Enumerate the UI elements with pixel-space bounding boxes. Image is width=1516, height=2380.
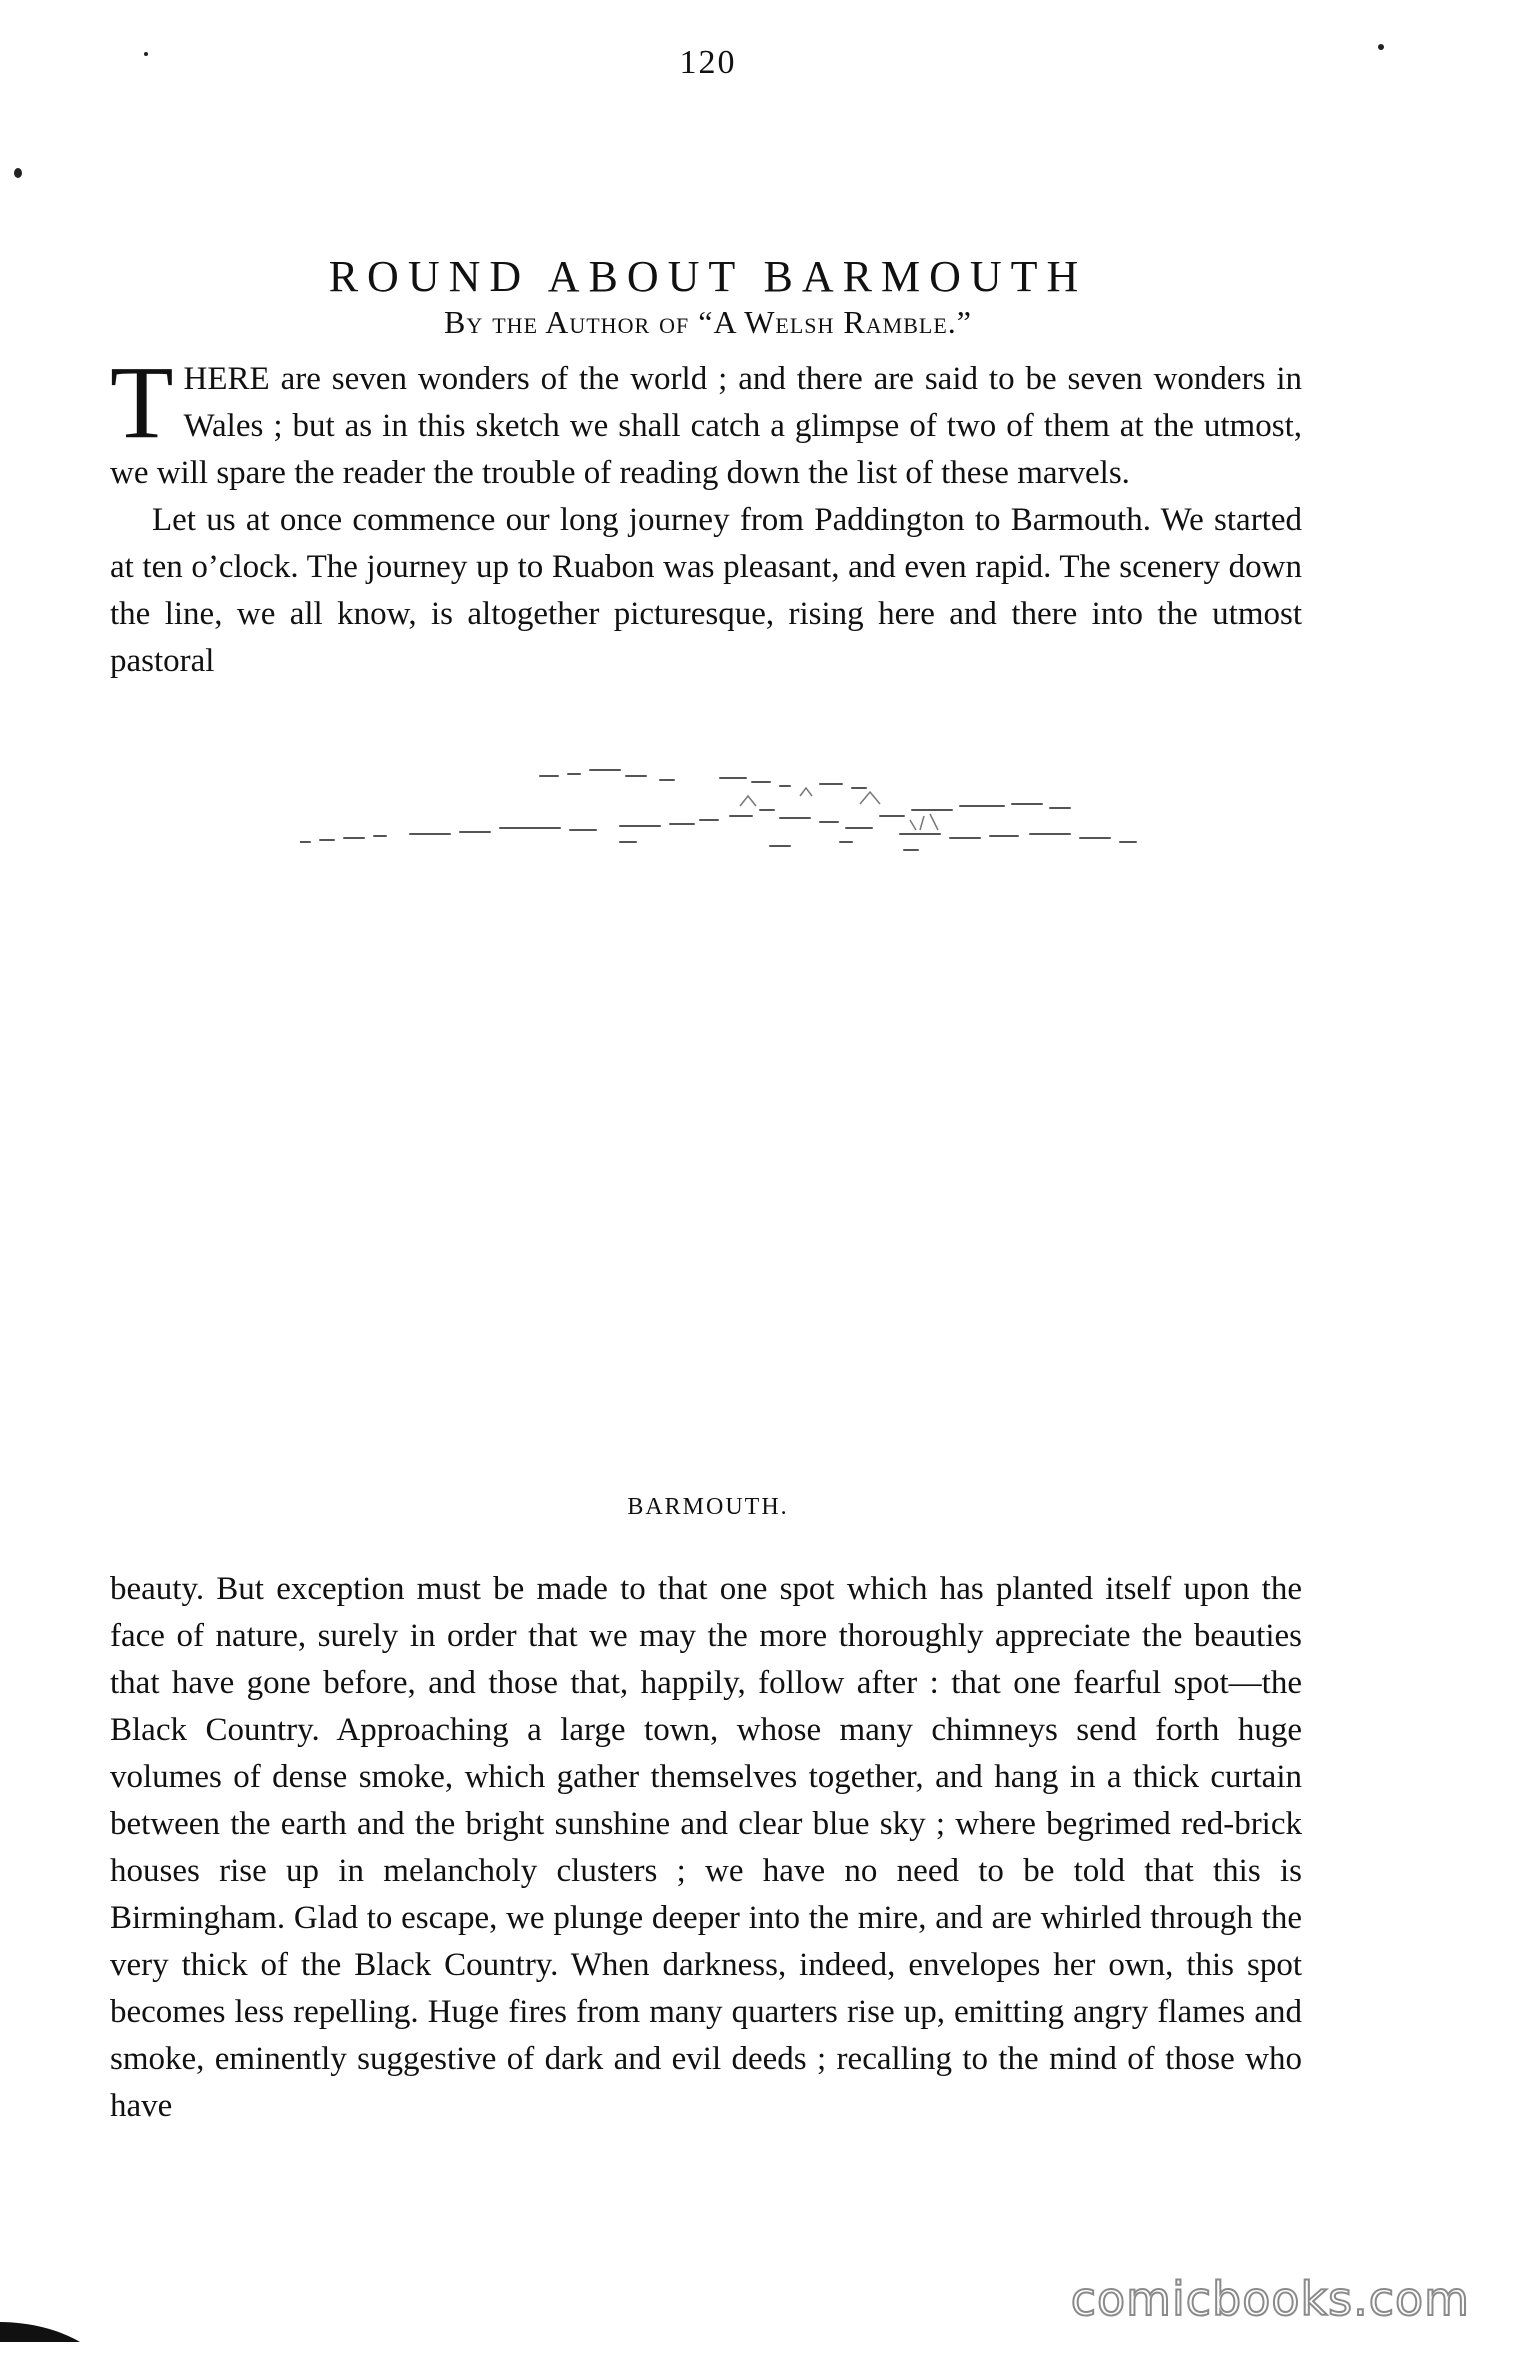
article-byline: By the Author of “A Welsh Ramble.” — [444, 304, 972, 340]
speck — [144, 52, 148, 56]
article-title: ROUND ABOUT BARMOUTH — [328, 252, 1088, 302]
paragraph-2: Let us at once commence our long journey from Paddington to Barmouth. We started at ten o’clock. The journey up to Ruabon was pleasant, and even rapid. The scenery down the line, we all know, is altogether picturesque, rising here and there into the utmost pastoral — [110, 502, 1302, 679]
speck — [14, 168, 22, 178]
paragraph-1 — [110, 345, 1302, 497]
page-number: 120 — [679, 44, 737, 81]
text-block-bottom — [110, 1566, 1302, 2130]
text-block-top — [110, 345, 1302, 685]
paragraph-3: beauty. But exception must be made to that one spot which has planted itself upon the face of nature, surely in order that we may the more thoroughly appreciate the beauties that have gone before, and those that, happily, follow after : that one fearful spot—the Black Country. Approaching a large town, whose many chimneys send forth huge volumes of dense smoke, which gather themselves together, and hang in a thick curtain between the earth and the bright sunshine and clear blue sky ; where begrimed red-brick houses rise up in melancholy clusters ; we have no need to be told that this is Birmingham. Glad to escape, we plunge deeper into the mire, and are whirled through the very thick of the Black Country. When darkness, indeed, envelopes her own, this spot becomes less repelling. Huge fires from many quarters rise up, emitting angry flames and smoke, eminently suggestive of dark and evil deeds ; recalling to the mind of those who have — [110, 1571, 1302, 2124]
edge-mark — [0, 2316, 80, 2344]
drop-cap: T — [110, 345, 174, 460]
watermark: comicbooks.com — [1070, 2272, 1470, 2326]
paragraph-1-text: HERE are seven wonders of the world ; and there are said to be seven wonders in Wales ; but as in this sketch we shall catch a glimpse of two of them at the utmost, we will spare the reader the trouble of reading down the list of these marvels. — [110, 361, 1302, 491]
illustration-caption: BARMOUTH. — [627, 1494, 789, 1520]
speck — [1378, 44, 1384, 50]
faded-illustration — [300, 746, 1230, 866]
